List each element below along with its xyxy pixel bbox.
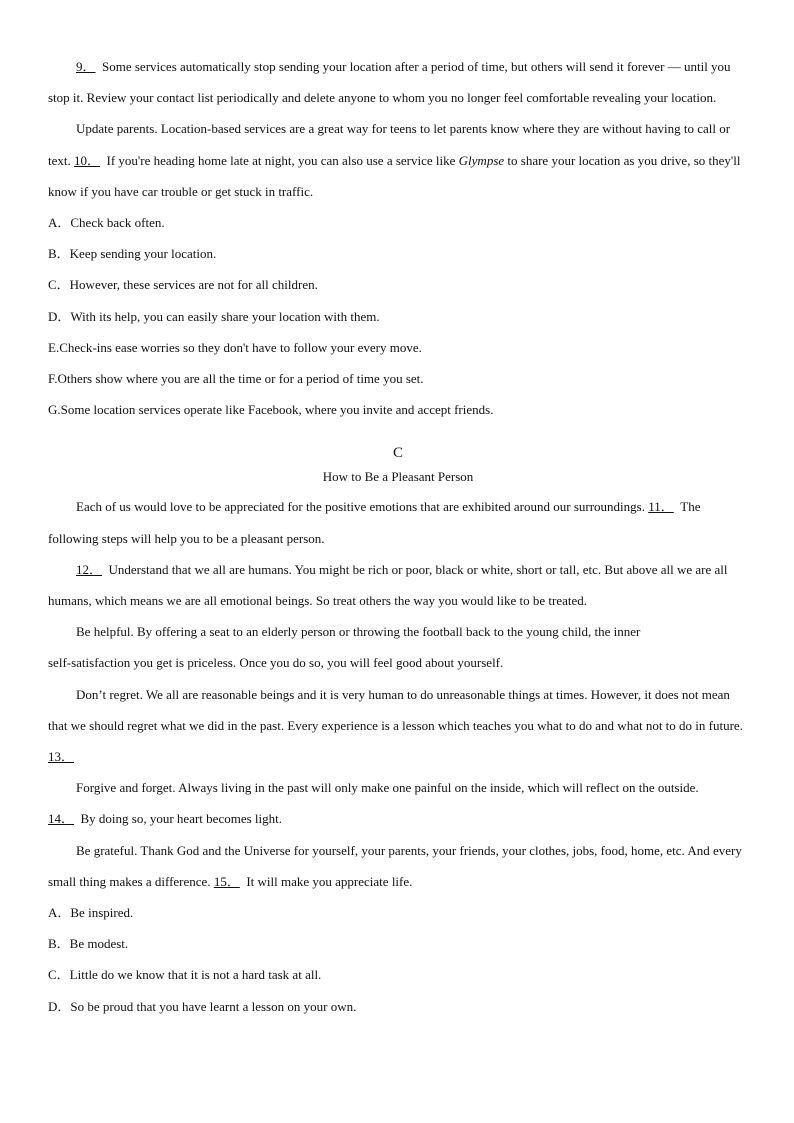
option-text: Check back often. <box>70 215 165 231</box>
option-b-a <box>48 207 748 238</box>
blank-14[interactable]: 14． <box>48 811 75 827</box>
option-b-c <box>48 269 748 300</box>
option-text: With its help, you can easily share your location with them. <box>70 308 380 324</box>
option-label: D． <box>48 308 71 324</box>
paragraph-intro <box>48 491 748 553</box>
paragraph-intro-text: Each of us would love to be appreciated for the positive emotions that are exhibited around our surroundings. <box>76 499 645 515</box>
paragraph-dont-regret <box>48 679 748 773</box>
option-b-f <box>48 363 748 394</box>
paragraph-12-text: Understand that we all are humans. You might be rich or poor, black or white, short or tall, etc. But above all we are all humans, which means we are all emotional beings. So treat others the way you would like to be treated. <box>48 561 728 609</box>
option-c-d <box>48 991 748 1022</box>
blank-10[interactable]: 10． <box>74 152 101 168</box>
option-text: However, these services are not for all children. <box>69 277 318 293</box>
options-c <box>48 897 748 1022</box>
option-b-d <box>48 301 748 332</box>
options-b <box>48 207 748 425</box>
paragraph-grateful-text: Be grateful. Thank God and the Universe for yourself, your parents, your friends, your clothes, jobs, food, home, etc. And every small thing makes a difference. <box>48 842 742 889</box>
option-c-c <box>48 959 748 990</box>
paragraph-grateful <box>48 835 748 897</box>
paragraph-grateful-text-after: It will make you appreciate life. <box>246 873 413 889</box>
paragraph-update-parents-text-after: to share your location as you drive, so they'll know if you have car trouble or get stuck in traffic. <box>48 152 741 199</box>
option-label: C． <box>48 277 70 293</box>
paragraph-be-helpful-line1: Be helpful. By offering a seat to an elderly person or throwing the football back to the young child, the inner <box>76 624 641 640</box>
blank-13[interactable]: 13． <box>48 749 75 765</box>
paragraph-forgive <box>48 772 748 834</box>
paragraph-9 <box>48 51 748 113</box>
option-label: C． <box>48 967 70 983</box>
paragraph-forgive-text: Forgive and forget. Always living in the past will only make one painful on the inside, which will reflect on the outside. <box>76 780 699 796</box>
blank-9[interactable]: 9． <box>76 59 96 74</box>
section-letter: C <box>392 445 403 462</box>
paragraph-intro-text-after: The following steps will help you to be a pleasant person. <box>48 499 701 546</box>
paragraph-update-parents <box>48 113 748 207</box>
option-b-b <box>48 238 748 269</box>
option-text: Be modest. <box>69 936 129 952</box>
option-label: F. <box>48 371 58 387</box>
paragraph-be-helpful-line2: self-satisfaction you get is priceless. Once you do so, you will feel good about yourself. <box>48 655 504 671</box>
blank-12[interactable]: 12． <box>76 561 103 577</box>
option-c-b <box>48 928 748 959</box>
option-label: E. <box>48 339 60 355</box>
glympse-italic: Glympse <box>458 152 505 168</box>
option-label: A． <box>48 215 71 231</box>
option-text: Be inspired. <box>70 905 134 921</box>
option-text: Some location services operate like Facebook, where you invite and accept friends. <box>60 402 494 418</box>
option-text: Keep sending your location. <box>69 246 217 262</box>
document-page <box>48 51 748 1022</box>
option-label: D． <box>48 998 71 1014</box>
passage-title: How to Be a Pleasant Person <box>322 469 474 485</box>
option-text: So be proud that you have learnt a lesson on your own. <box>70 998 357 1014</box>
paragraph-update-parents-text-before: Update parents. Location-based services are a great way for teens to let parents know where they are without having to call or text. <box>48 121 731 168</box>
paragraph-update-parents-text-mid: If you're heading home late at night, you can also use a service like <box>106 152 456 168</box>
option-b-g <box>48 394 748 425</box>
option-text: Others show where you are all the time or for a period of time you set. <box>57 371 424 387</box>
blank-11[interactable]: 11． <box>648 499 674 515</box>
paragraph-9-text: Some services automatically stop sending your location after a period of time, but others will send it forever — until you stop it. Review your contact list periodically and delete anyone to whom you no longer feel comfortable revealing your location. <box>48 59 731 106</box>
paragraph-dont-regret-text: Don’t regret. We all are reasonable beings and it is very human to do unreasonable things at times. However, it does not mean that we should regret what we did in the past. Every experience is a lesson which teaches you what to do and what not to do in future. <box>48 686 743 733</box>
option-label: A． <box>48 905 71 921</box>
option-label: G. <box>48 402 61 418</box>
paragraph-forgive-text-after: By doing so, your heart becomes light. <box>80 811 282 827</box>
option-text: Check-ins ease worries so they don't have to follow your every move. <box>59 339 422 355</box>
option-text: Little do we know that it is not a hard task at all. <box>69 967 322 983</box>
blank-15[interactable]: 15． <box>213 873 240 889</box>
option-c-a <box>48 897 748 928</box>
option-label: B． <box>48 246 70 262</box>
paragraph-12 <box>48 554 748 616</box>
option-label: B． <box>48 936 70 952</box>
option-b-e <box>48 332 748 363</box>
